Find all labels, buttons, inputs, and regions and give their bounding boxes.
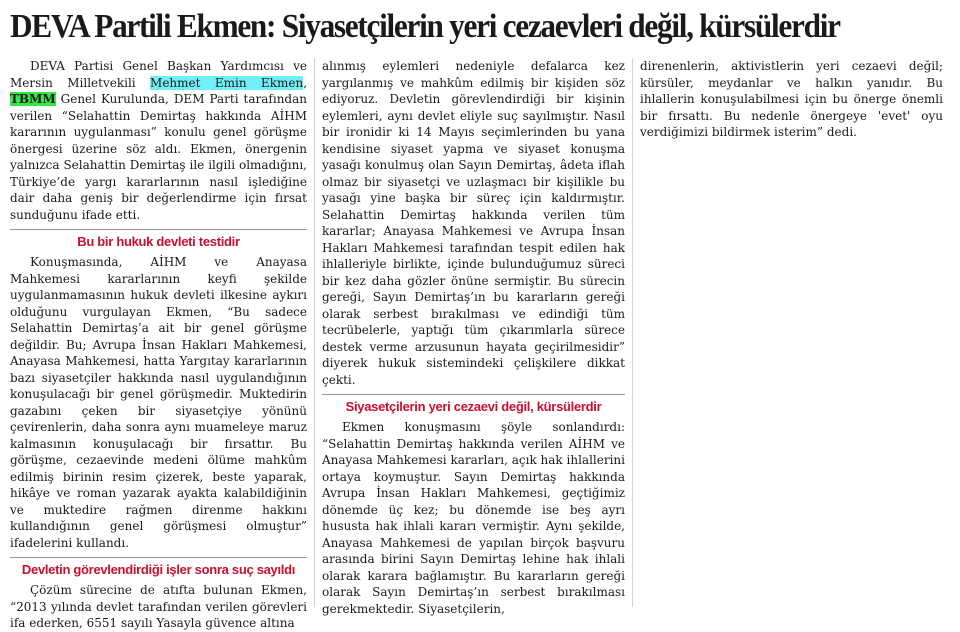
paragraph: Ekmen konuşmasını şöyle sonlandırdı: “Selahattin Demirtaş hakkında verilen AİHM ve Anayasa Mahkemesi kararları, açık hak ihlallerini ortaya koymuştur. Sayın Demirtaş hakkında Avrupa İnsan Hakları Mahkemesi, geçtiğimiz dönemde üç kez; bu dönemde ise beş ayrı hususta hak ihlali kararı vermiştir. Aynı şekilde, Anayasa Mahkemesi de yapılan birçok başvuru arasında birini Sayın Demirtaş lehine hak ihlali olarak karara bağlamıştır. Bu kararların gereği olarak Sayın Demirtaş’ın serbest bırakılması gerekmektedir. Siyasetçilerin, bbox=[322, 420, 625, 616]
highlighted-name: Mehmet Emin Ekmen bbox=[150, 75, 304, 90]
column-2 bbox=[322, 58, 625, 616]
subhead-gorevlendirme: Devletin görevlendirdiği işler sonra suç sayıldı bbox=[10, 557, 307, 578]
column-divider bbox=[314, 58, 315, 607]
column-1 bbox=[10, 58, 308, 630]
column-3 bbox=[640, 58, 943, 607]
paragraph: Çözüm sürecine de atıfta bulunan Ekmen, “2013 yılında devlet tarafından verilen görevleri ifa ederken, 6551 sayılı Yasayla güvence altına bbox=[10, 583, 307, 630]
paragraph bbox=[10, 58, 307, 223]
text: DEVA Partisi Genel Başkan Yardımcısı ve Mersin Milletvekili bbox=[10, 59, 307, 90]
column-divider bbox=[632, 58, 633, 607]
paragraph: alınmış eylemleri nedeniyle defalarca kez yargılanmış ve mahkûm edilmiş bir kişiden söz ediyoruz. Devletin görevlendirdiği bir kişinin eylemleri, aynı devlet eliyle suç sayılmıştır. Nasıl bir ironidir ki 14 Mayıs seçimlerinden bu yana kendisine siyaset yapma ve siyaset konuşma yasağı konulmuş olan Sayın Demirtaş, âdeta iflah olmaz bir siyasetçi ve uzlaşmacı bir kişilikle bu yasağı yine başka bir süreç için kaldırmıştır. Selahattin Demirtaş hakkında verilen tüm kararlar; Anayasa Mahkemesi ve Avrupa İnsan Hakları Mahkemesi tarafından tespit edilen hak ihlalleriyle birlikte, içinde bulunduğumuz süreci bir kez daha gözler önüne sermiştir. Bu sürecin gereği, Sayın Demirtaş’ın bu kararların gereği olarak serbest bırakılması ve edindiği tüm tecrübelerle, yaptığı tüm çıkarımlarla sürece destek verme arzusunun hayata geçirilmesidir” diyerek hukuk sistemindeki çelişkilere dikkat çekti. bbox=[322, 59, 625, 387]
headline: DEVA Partili Ekmen: Siyasetçilerin yeri cezaevleri değil, kürsülerdir bbox=[10, 8, 840, 45]
paragraph: direnenlerin, aktivistlerin yeri cezaevi değil; kürsüler, meydanlar ve halkın yanıdır. Bu ihlallerin konuşulabilmesi için bu önerge önemli bir fırsattı. Bu nedenle önergeye 'evet' oyu verdiğimizi bildirmek isterim” dedi. bbox=[640, 59, 943, 139]
paragraph: Konuşmasında, AİHM ve Anayasa Mahkemesi kararlarının keyfi şekilde uygulanmamasının hukuk devleti ilkesine aykırı olduğunu vurgulayan Ekmen, “Bu sadece Selahattin Demirtaş’a ait bir genel görüşme değildir. Bu; Avrupa İnsan Hakları Mahkemesi, Anayasa Mahkemesi, hatta Yargıtay kararlarının bazı siyasetçiler hakkında nasıl uygulandığının konuşulacağı bir genel görüşmedir. Muktedirin gazabını çeken bir siyasetçiye yönünü çevirenlerin, daha sonra aynı muameleye maruz kalmasının konuşulacağı bir fırsattır. Bu görüşme, cezaevinde medeni ölüme mahkûm edilmiş birinin resim çizerek, beste yaparak, hikâye ve roman yazarak ayakta kalabildiğinin ve muktedire rağmen direnme hakkını kullandığının genel görüşmesi olmuştur” ifadelerini kullandı. bbox=[10, 255, 307, 550]
subhead-kursuler: Siyasetçilerin yeri cezaevi değil, kürsülerdir bbox=[322, 394, 625, 415]
subhead-hukuk-devleti: Bu bir hukuk devleti testidir bbox=[10, 229, 307, 250]
highlighted-tbmm: TBMM bbox=[10, 92, 56, 106]
text: Genel Kurulunda, DEM Parti tarafından verilen “Selahattin Demirtaş hakkında AİHM kararının uygulanması” konulu genel görüşme önergesi üzerine söz aldı. Ekmen, önergenin yalnızca Selahattin Demirtaş ile ilgili olmadığını, Türkiye’de yargı kararlarının nasıl işlediğine dair daha geniş bir değerlendirme için fırsat sunduğunu ifade etti. bbox=[10, 92, 307, 222]
text: , bbox=[303, 75, 308, 90]
